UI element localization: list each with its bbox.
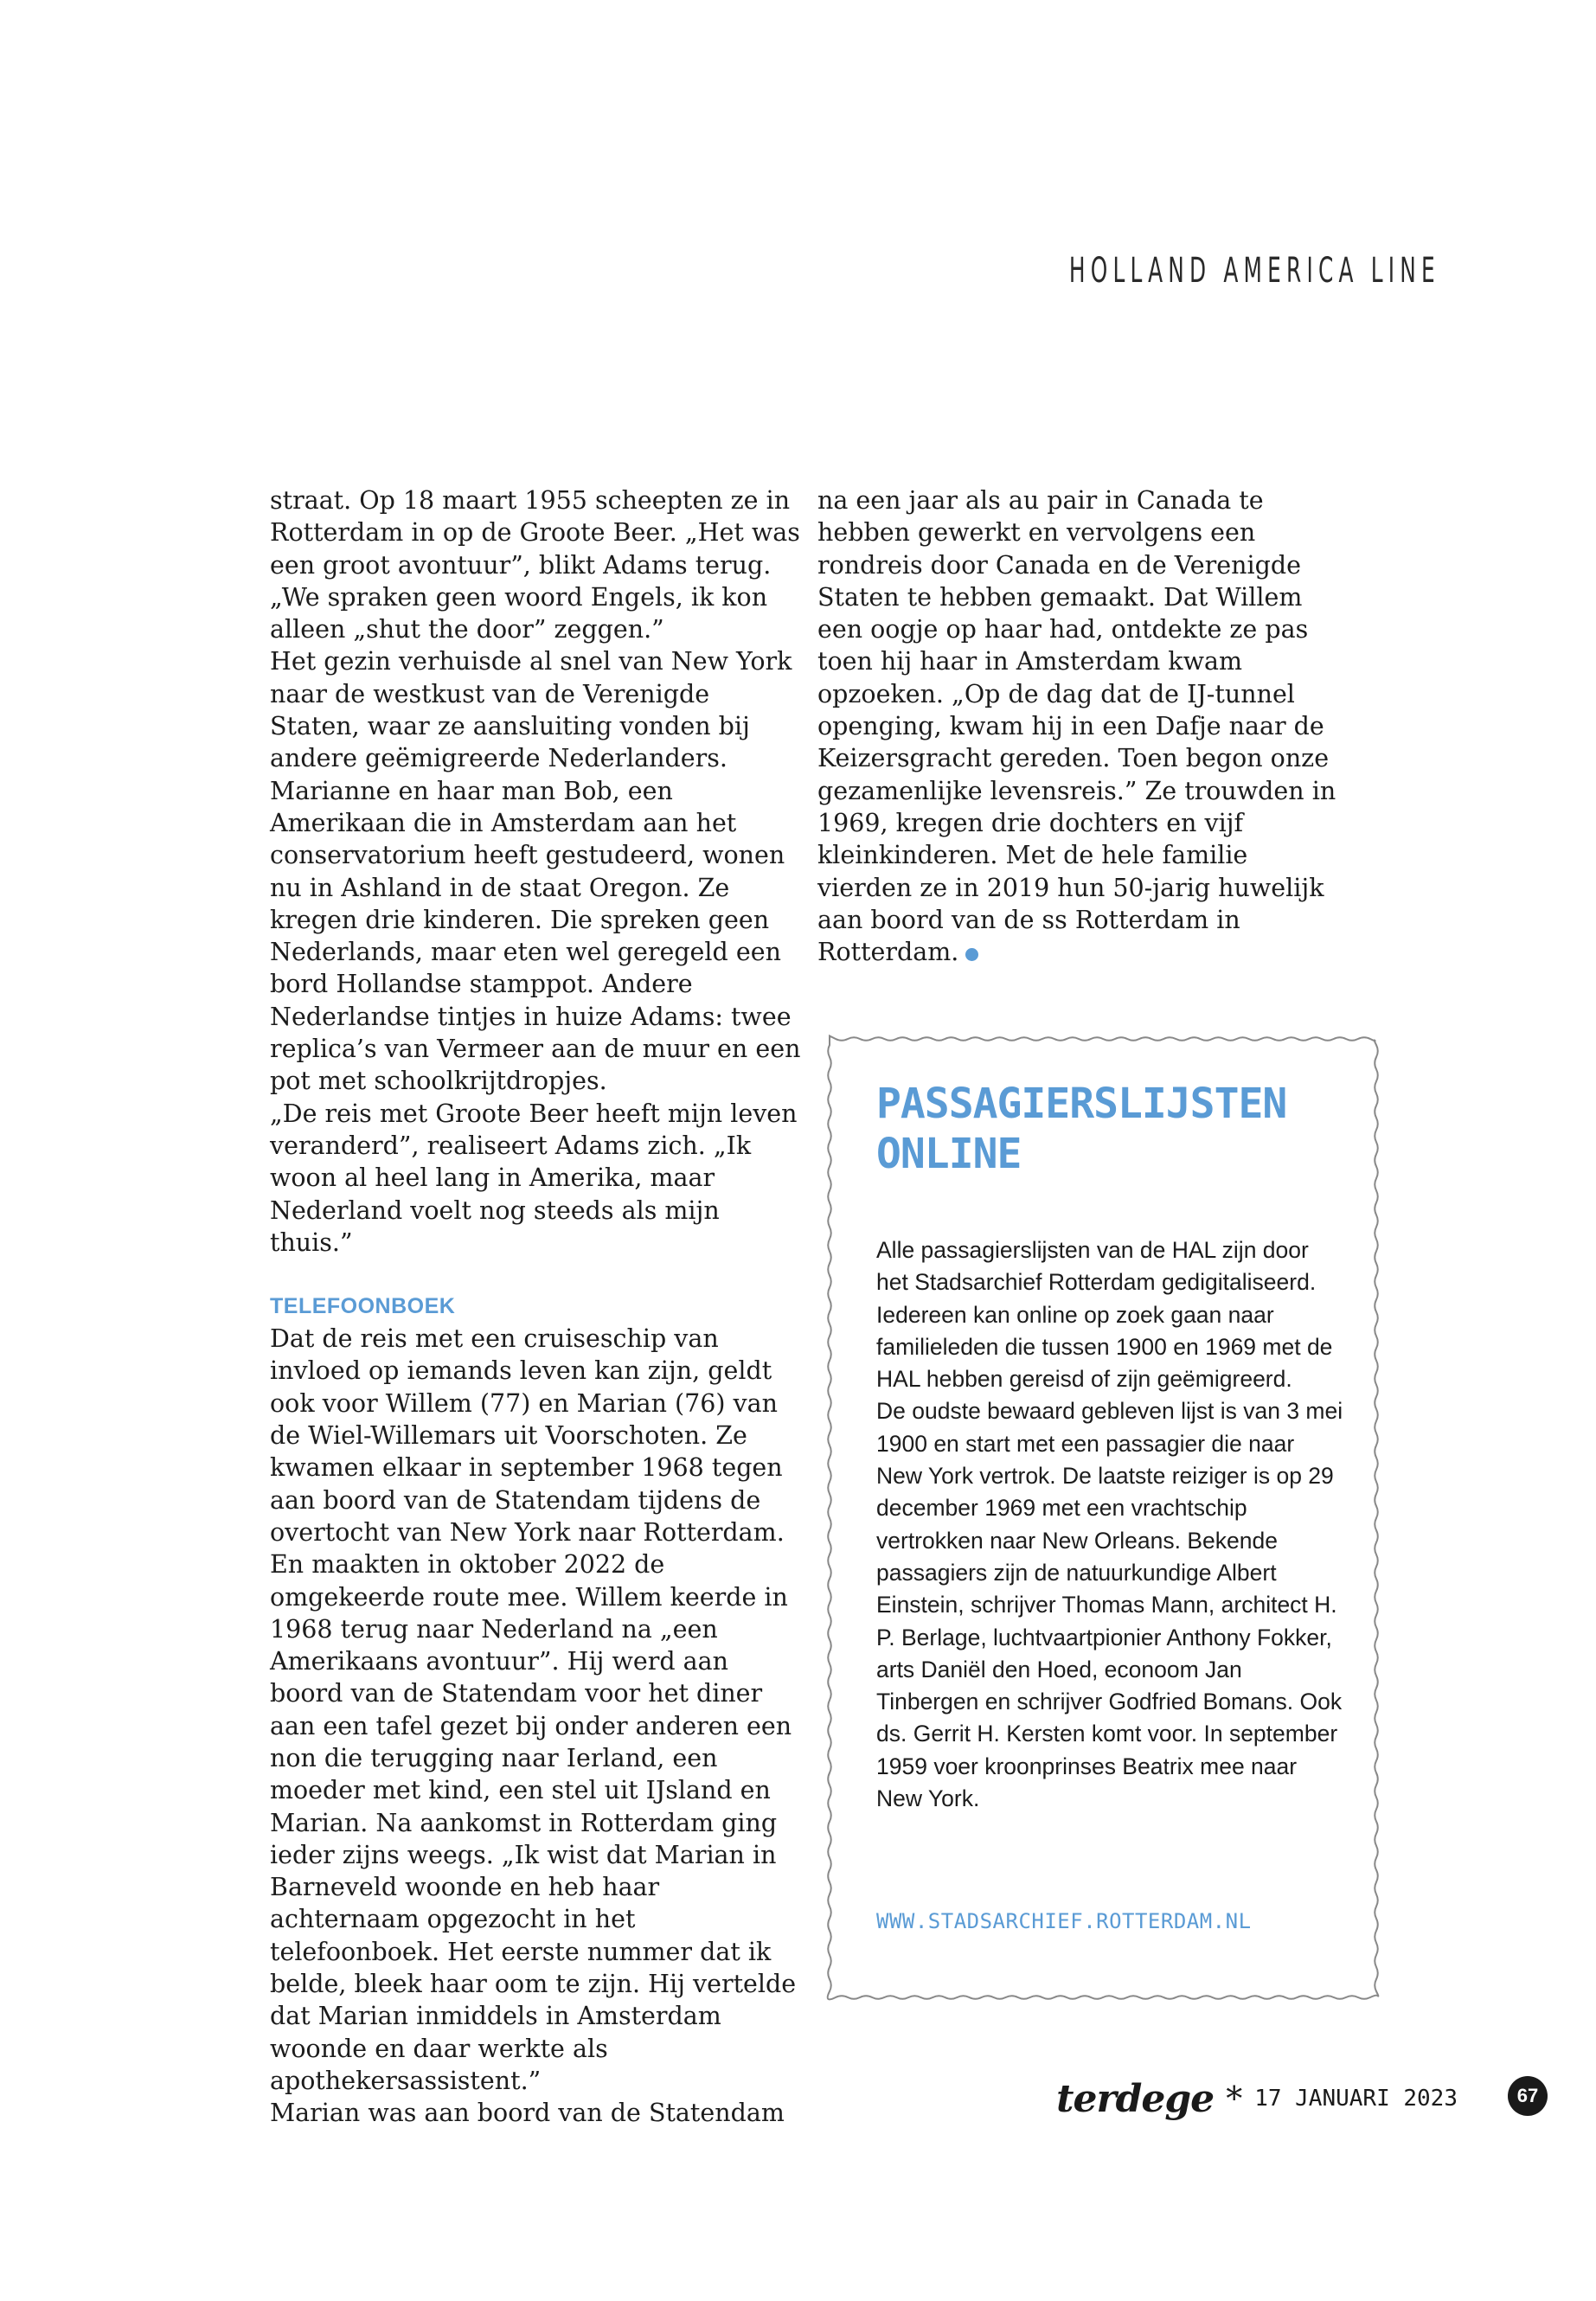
- sidebar-box: [824, 1034, 1381, 2003]
- subheading: TELEFOONBOEK: [270, 1294, 456, 1319]
- asterisk-separator-icon: *: [1226, 2080, 1243, 2118]
- article-paragraph-text: na een jaar als au pair in Canada te hebben gewerkt en vervolgens een rondreis door Canada en de Verenigde Staten te hebben gemaakt. Dat Willem een oogje op haar had, ontdekte ze pas toen hij haar in Amsterdam kwam opzoeken. „Op de dag dat de IJ-tunnel openging, kwam hij in een Dafje naar de Keizersgracht gereden. Toen begon onze gezamenlijke levensreis.” Ze trouwden in 1969, kregen drie dochters en vijf kleinkinderen. Met de hele familie vierden ze in 2019 hun 50-jarig huwelijk aan boord van de ss Rotterdam in Rotterdam.: [817, 486, 1336, 967]
- article-paragraph: Het gezin verhuisde al snel van New York naar de westkust van de Verenigde Staten, waar ze aansluiting vonden bij andere geëmigreerde Nederlanders. Marianne en haar man Bob, een Amerikaan die in Amsterdam aan het conservatorium heeft gestudeerd, wonen nu in Ashland in de staat Oregon. Ze kregen drie kinderen. Die spreken geen Nederlands, maar eten wel geregeld een bord Hollandse stamppot. Andere Nederlandse tintjes in huize Adams: twee replica’s van Vermeer aan de muur en een pot met schoolkrijtdropjes.: [270, 647, 801, 1096]
- article-paragraph: [817, 484, 1336, 968]
- box-title: PASSAGIERSLIJSTEN ONLINE: [876, 1080, 1287, 1178]
- article-paragraph: „De reis met Groote Beer heeft mijn leven veranderd”, realiseert Adams zich. „Ik woon al heel lang in Amerika, maar Nederland voelt nog steeds als mijn thuis.”: [270, 1099, 798, 1257]
- page-number-badge: 67: [1508, 2076, 1548, 2116]
- end-of-article-dot-icon: [965, 948, 978, 961]
- article-paragraph: straat. Op 18 maart 1955 scheepten ze in Rotterdam in op de Groote Beer. „Het was een groot avontuur”, blikt Adams terug. „We spraken geen woord Engels, ik kon alleen „shut the door” zeggen.”: [270, 486, 800, 644]
- article-left-column: [270, 484, 806, 2130]
- article-right-column: [817, 484, 1336, 968]
- page-footer: [1056, 2076, 1458, 2121]
- box-paragraph: De oudste bewaard gebleven lijst is van 3 mei 1900 en start met een passagier die naar New York vertrok. De laatste reiziger is op 29 december 1969 met een vrachtschip vertrokken naar New Orleans. Bekende passagiers zijn de natuurkundige Albert Einstein, schrijver Thomas Mann, architect H. P. Berlage, luchtvaartpionier Anthony Fokker, arts Daniël den Hoed, econoom Jan Tinbergen en schrijver Godfried Bomans. Ook ds. Gerrit H. Kersten komt voor. In september 1959 voer kroonprinses Beatrix mee naar New York.: [876, 1398, 1343, 1812]
- article-paragraph: Dat de reis met een cruiseschip van invloed op iemands leven kan zijn, geldt ook voor Willem (77) en Marian (76) van de Wiel-Willemars uit Voorschoten. Ze kwamen elkaar in september 1968 tegen aan boord van de Statendam tijdens de overtocht van New York naar Rotterdam. En maakten in oktober 2022 de omgekeerde route mee. Willem keerde in 1968 terug naar Nederland na „een Amerikaans avontuur”. Hij werd aan boord van de Statendam voor het diner aan een tafel gezet bij onder anderen een non die terugging naar Ierland, een moeder met kind, een stel uit IJsland en Marian. Na aankomst in Rotterdam ging ieder zijns weegs. „Ik wist dat Marian in Barneveld woonde en heb haar achternaam opgezocht in het telefoonboek. Het eerste nummer dat ik belde, bleek haar oom te zijn. Hij vertelde dat Marian inmiddels in Amsterdam woonde en daar werkte als apothekersassistent.”: [270, 1324, 797, 2095]
- box-paragraph: Alle passagierslijsten van de HAL zijn door het Stadsarchief Rotterdam gedigitaliseerd. Iedereen kan online op zoek gaan naar familieleden die tussen 1900 en 1969 met de HAL hebben gereisd of zijn geëmigreerd.: [876, 1237, 1333, 1393]
- brand-logo: terdege: [1056, 2076, 1215, 2121]
- archive-url-link[interactable]: WWW.STADSARCHIEF.ROTTERDAM.NL: [876, 1909, 1252, 1933]
- article-paragraph: Marian was aan boord van de Statendam: [270, 2099, 785, 2128]
- box-body: [876, 1234, 1343, 1815]
- section-label: HOLLAND AMERICA LINE: [1069, 251, 1440, 291]
- issue-date: 17 JANUARI 2023: [1254, 2086, 1458, 2112]
